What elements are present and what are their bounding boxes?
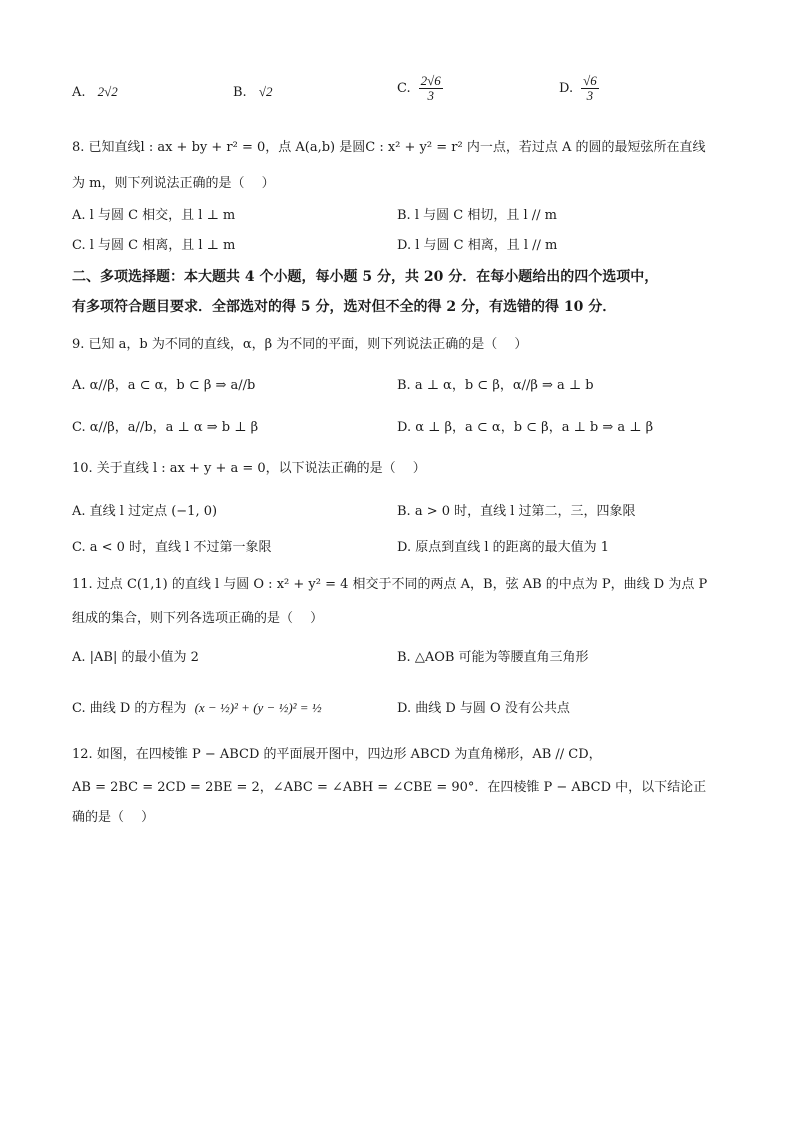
fraction-numerator: 2√6	[420, 73, 441, 88]
q8-option-c: C. l 与圆 C 相离，且 l ⊥ m	[72, 238, 236, 253]
option-value: √2	[258, 84, 273, 99]
q8-option-b: B. l 与圆 C 相切，且 l // m	[397, 208, 557, 223]
q10-option-a: A. 直线 l 过定点 (−1, 0)	[72, 504, 218, 519]
q10-stem: 10. 关于直线 l : ax + y + a = 0，以下说法正确的是（ ）	[72, 461, 426, 476]
option-fraction	[419, 74, 443, 104]
q7-option-d	[559, 74, 599, 104]
section-heading-line2: 有多项符合题目要求．全部选对的得 5 分，选对但不全的得 2 分，有选错的得 10 分．	[72, 299, 617, 315]
q12-stem-line1: 12. 如图，在四棱锥 P − ABCD 的平面展开图中，四边形 ABCD 为直角梯形，AB // CD，	[72, 747, 602, 762]
q12-stem-line3: 确的是（ ）	[72, 810, 155, 825]
fraction-numerator: √6	[583, 73, 597, 88]
q9-option-d: D. α ⊥ β，a ⊂ α，b ⊂ β，a ⊥ b ⇒ a ⊥ β	[397, 420, 654, 435]
q10-option-d: D. 原点到直线 l 的距离的最大值为 1	[397, 540, 610, 555]
option-value: 2√2	[97, 84, 118, 99]
option-letter: A.	[72, 85, 86, 100]
option-letter: C.	[397, 81, 411, 97]
q11-option-d: D. 曲线 D 与圆 O 没有公共点	[397, 701, 570, 716]
q7-option-c	[397, 74, 443, 104]
option-fraction	[581, 74, 599, 104]
option-text: C. 曲线 D 的方程为	[72, 701, 187, 716]
q7-option-a	[72, 84, 118, 100]
q10-option-c: C. a < 0 时，直线 l 不过第一象限	[72, 540, 272, 555]
q9-option-b: B. a ⊥ α，b ⊂ β，α//β ⇒ a ⊥ b	[397, 378, 594, 393]
q9-option-a: A. α//β，a ⊂ α，b ⊂ β ⇒ a//b	[72, 378, 256, 393]
q8-option-d: D. l 与圆 C 相离，且 l // m	[397, 238, 558, 253]
q11-option-c	[72, 697, 322, 716]
q11-stem-line2: 组成的集合，则下列各选项正确的是（ ）	[72, 611, 324, 626]
section-heading-line1: 二、多项选择题：本大题共 4 个小题，每小题 5 分，共 20 分．在每小题给出的四个选项中，	[72, 269, 659, 285]
curve-equation: (x − ½)² + (y − ½)² = ½	[194, 700, 322, 715]
q11-option-a: A. |AB| 的最小值为 2	[72, 650, 199, 665]
q10-option-b: B. a > 0 时，直线 l 过第二，三，四象限	[397, 504, 636, 519]
q11-option-b: B. △AOB 可能为等腰直角三角形	[397, 650, 589, 665]
q9-stem: 9. 已知 a，b 为不同的直线，α，β 为不同的平面，则下列说法正确的是（ ）	[72, 337, 528, 352]
q11-stem-line1: 11. 过点 C(1,1) 的直线 l 与圆 O : x² + y² = 4 相交于不同的两点 A，B，弦 AB 的中点为 P，曲线 D 为点 P	[72, 577, 708, 592]
option-letter: D.	[559, 81, 574, 97]
fraction-denominator: 3	[586, 88, 594, 104]
q9-option-c: C. α//β，a//b，a ⊥ α ⇒ b ⊥ β	[72, 420, 259, 435]
q12-stem-line2: AB = 2BC = 2CD = 2BE = 2，∠ABC = ∠ABH = ∠CBE = 90°．在四棱锥 P − ABCD 中，以下结论正	[72, 780, 707, 795]
q8-stem-line1: 8. 已知直线l : ax + by + r² = 0，点 A(a,b) 是圆C : x² + y² = r² 内一点，若过点 A 的圆的最短弦所在直线	[72, 140, 706, 155]
option-letter: B.	[233, 85, 247, 100]
q8-stem-line2: 为 m，则下列说法正确的是（ ）	[72, 176, 275, 191]
q8-option-a: A. l 与圆 C 相交，且 l ⊥ m	[72, 208, 236, 223]
q7-option-b	[233, 84, 272, 100]
fraction-denominator: 3	[427, 88, 434, 104]
